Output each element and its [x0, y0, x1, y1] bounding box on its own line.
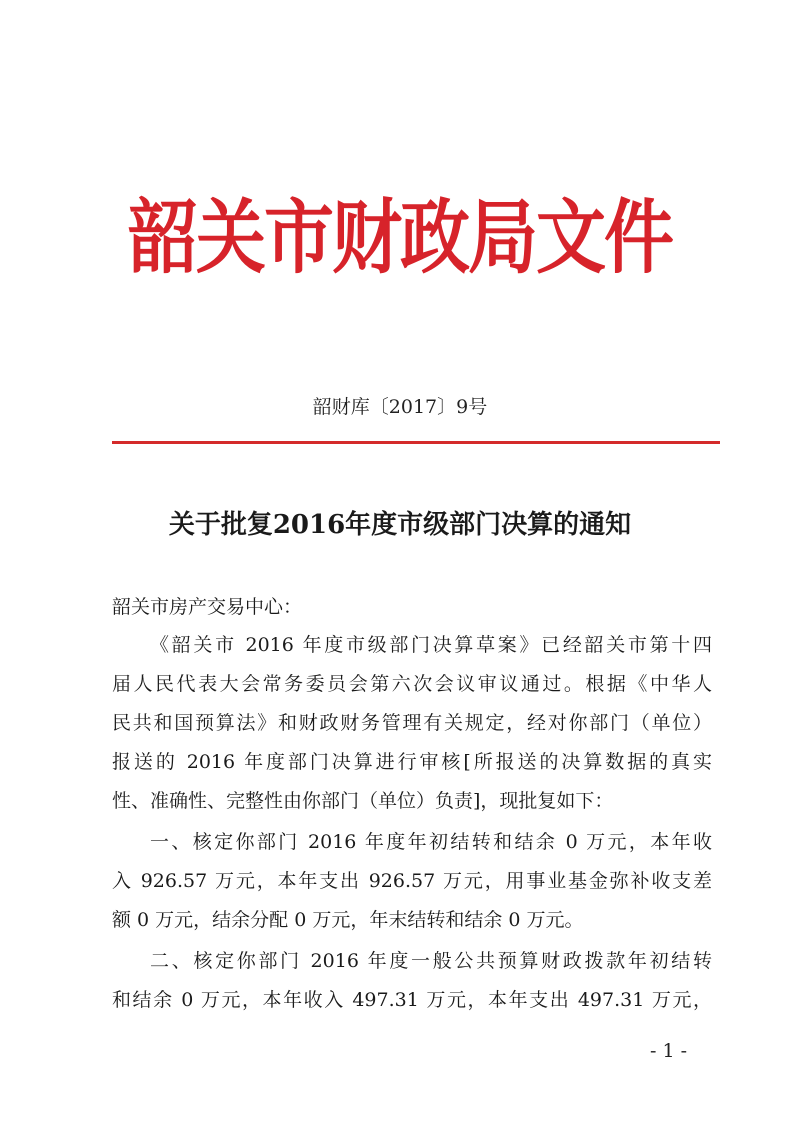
body-line: 《韶关市 2016 年度市级部门决算草案》已经韶关市第十四	[150, 634, 712, 656]
agency-masthead-title: 韶关市财政局文件	[128, 189, 672, 286]
body-line: 报送的 2016 年度部门决算进行审核[所报送的决算数据的真实	[112, 751, 712, 773]
body-line: 和结余 0 万元，本年收入 497.31 万元，本年支出 497.31 万元，	[112, 989, 712, 1011]
body-line: 届人民代表大会常务委员会第六次会议审议通过。根据《中华人	[112, 673, 712, 695]
document-number: 韶财库〔2017〕9号	[312, 396, 488, 418]
body-line: 性、准确性、完整性由你部门（单位）负责]，现批复如下：	[112, 790, 614, 812]
body-line: 额 0 万元，结余分配 0 万元，年末结转和结余 0 万元。	[112, 909, 584, 931]
body-line: 二、核定你部门 2016 年度一般公共预算财政拨款年初结转	[150, 950, 712, 972]
body-line: 一、核定你部门 2016 年度年初结转和结余 0 万元，本年收	[150, 831, 712, 853]
body-line: 民共和国预算法》和财政财务管理有关规定，经对你部门（单位）	[112, 712, 712, 734]
addressee: 韶关市房产交易中心：	[112, 596, 303, 618]
red-divider-line	[112, 441, 720, 444]
page-number: - 1 -	[650, 1040, 688, 1062]
body-line: 入 926.57 万元，本年支出 926.57 万元，用事业基金弥补收支差	[112, 870, 712, 892]
notice-title: 关于批复2016年度市级部门决算的通知	[168, 510, 632, 540]
